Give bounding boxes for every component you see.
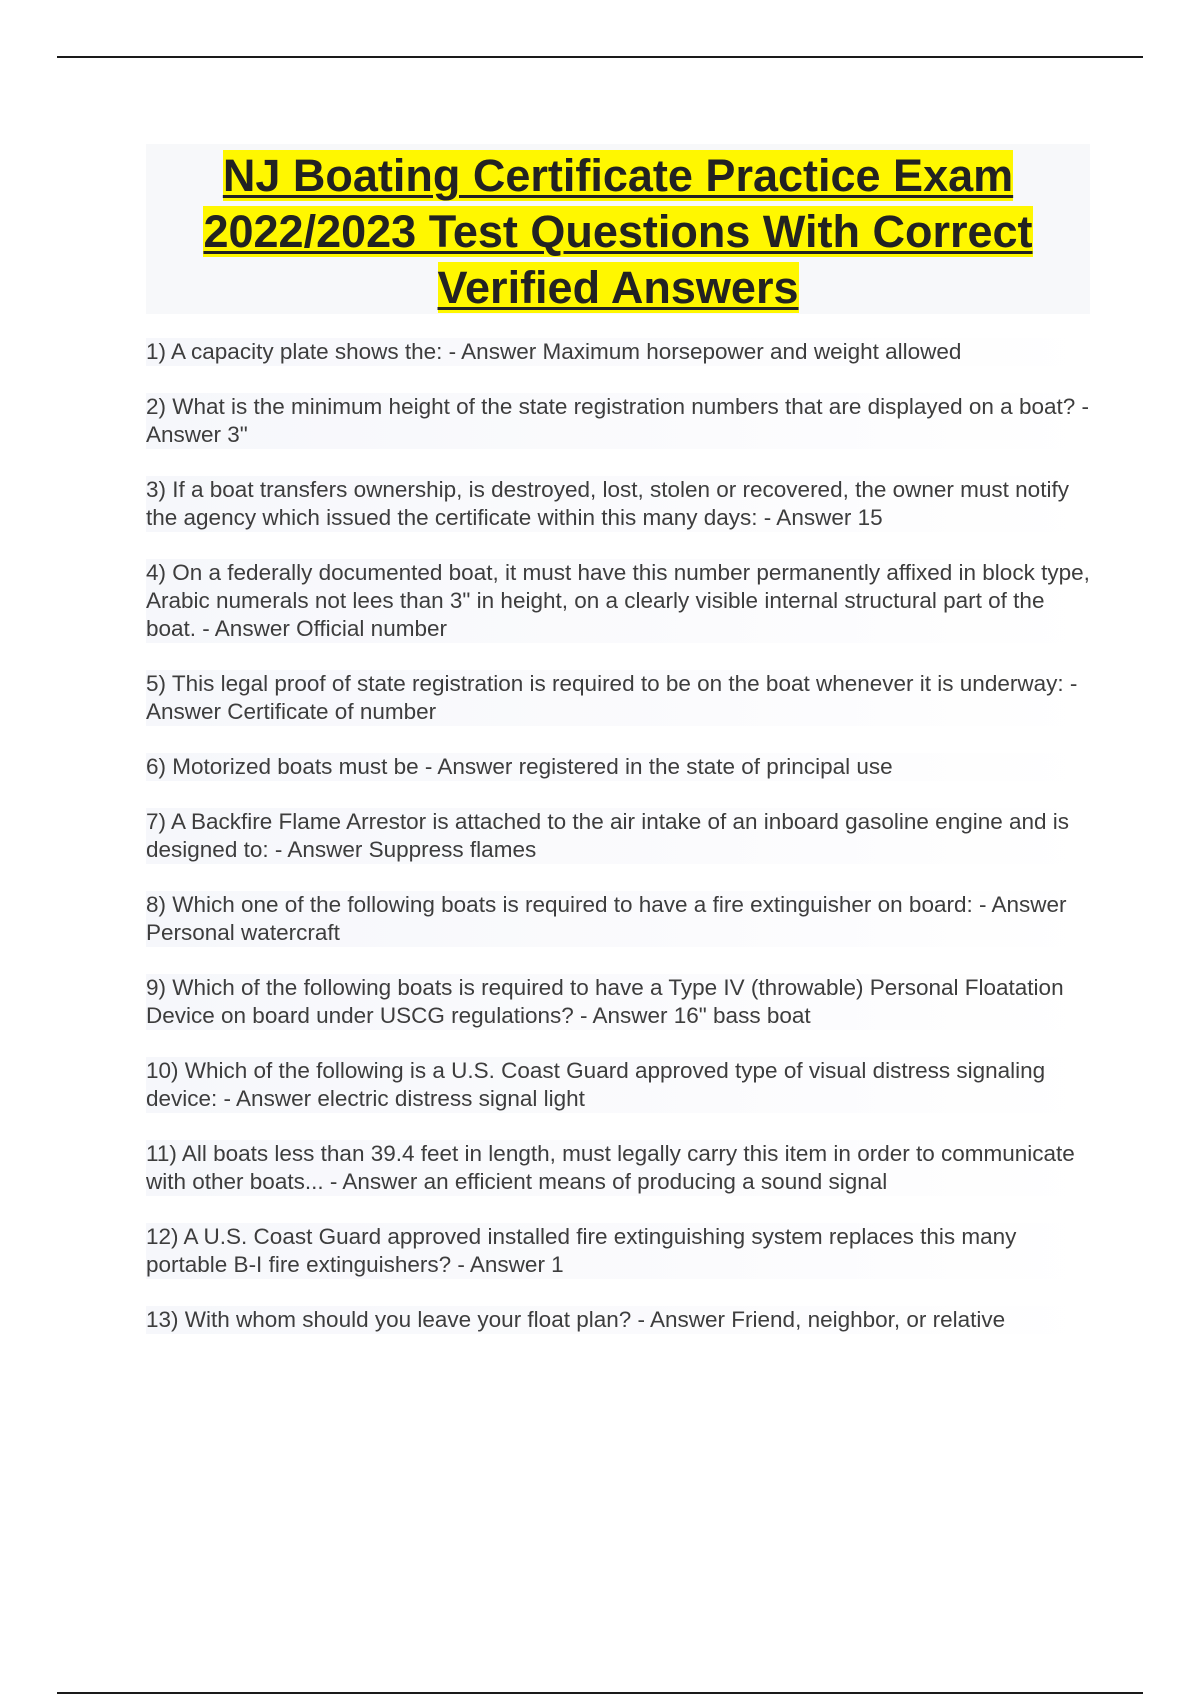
question-item-5: 5) This legal proof of state registration is required to be on the boat whenever it is underway: - Answer Certificate of number <box>146 670 1090 726</box>
question-item-7: 7) A Backfire Flame Arrestor is attached to the air intake of an inboard gasoline engine and is designed to: - Answer Suppress flames <box>146 808 1090 864</box>
question-item-8: 8) Which one of the following boats is required to have a fire extinguisher on board: - Answer Personal watercraft <box>146 891 1090 947</box>
document-title <box>146 144 1090 316</box>
question-item-2: 2) What is the minimum height of the state registration numbers that are displayed on a boat? - Answer 3" <box>146 394 1089 447</box>
question-item-1: 1) A capacity plate shows the: - Answer Maximum horsepower and weight allowed <box>146 338 1090 366</box>
question-item-10: 10) Which of the following is a U.S. Coast Guard approved type of visual distress signaling device: - Answer electric distress signal light <box>146 1057 1090 1113</box>
question-item-3: 3) If a boat transfers ownership, is destroyed, lost, stolen or recovered, the owner must notify the agency which issued the certificate within this many days: - Answer 15 <box>146 476 1090 532</box>
question-item-13: 13) With whom should you leave your float plan? - Answer Friend, neighbor, or relative <box>146 1306 1090 1334</box>
question-item-11: 11) All boats less than 39.4 feet in length, must legally carry this item in order to communicate with other boats... - Answer an efficient means of producing a sound signal <box>146 1140 1090 1196</box>
question-item-4: 4) On a federally documented boat, it must have this number permanently affixed in block type, Arabic numerals not lees than 3" in height, on a clearly visible internal structural part of the boat. - Answer Official number <box>146 560 1090 641</box>
top-rule <box>57 56 1143 58</box>
bottom-rule <box>57 1692 1143 1694</box>
question-item-9: 9) Which of the following boats is required to have a Type IV (throwable) Personal Floatation Device on board under USCG regulations? - Answer 16" bass boat <box>146 974 1090 1030</box>
question-item-6: 6) Motorized boats must be - Answer registered in the state of principal use <box>146 753 1090 781</box>
question-item-12: 12) A U.S. Coast Guard approved installed fire extinguishing system replaces this many portable B-I fire extinguishers? - Answer 1 <box>146 1223 1090 1279</box>
title-box <box>146 144 1090 314</box>
document-title-text: NJ Boating Certificate Practice Exam 2022/2023 Test Questions With Correct Verified Answers <box>203 150 1033 313</box>
question-list <box>146 338 1090 1361</box>
